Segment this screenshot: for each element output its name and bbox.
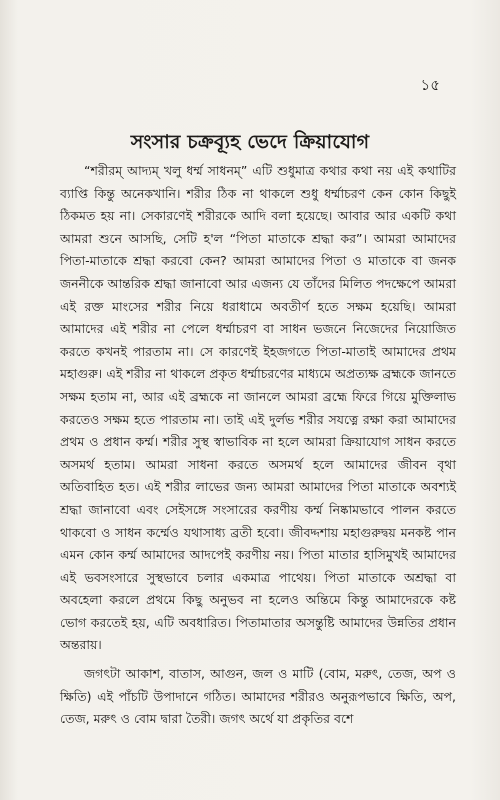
chapter-title: সংসার চক্রব্যূহ ভেদে ক্রিয়াযোগ <box>130 131 370 153</box>
paragraph-2: জগৎটা আকাশ, বাতাস, আগুন, জল ও মাটি (বোম, মরুৎ, তেজ, অপ ও ক্ষিতি) এই পাঁচটি উপাদানে গঠিত। আমাদের শরীরও অনুরূপভাবে ক্ষিতি, অপ, তেজ, মরুৎ ও বোম দ্বারা তৈরী। জগৎ অর্থে যা প্রকৃতির বশে <box>60 666 456 727</box>
page-number: ১৫ <box>420 76 440 94</box>
paragraph-1: “শরীরম্ আদ্যম্ খলু ধর্ম্ম সাধনম্” এটি শুধুমাত্র কথার কথা নয় এই কথাটির ব্যাপ্তি কিন্তু অনেকখানি। শরীর ঠিক না থাকলে শুধু ধর্ম্মাচরণ কেন কোন কিছুই ঠিকমত হয় না। সেকারণেই শরীরকে আদি বলা হয়েছে। আবার আর একটি কথা আমরা শুনে আসছি, সেটি হ'ল “পিতা মাতাকে শ্রদ্ধা কর”। আমরা আমাদের পিতা-মাতাকে শ্রদ্ধা করবো কেন? আমরা আমাদের পিতা ও মাতাকে বা জনক জননীকে আন্তরিক শ্রদ্ধা জানাবো আর এজন্য যে তাঁদের মিলিত পদক্ষেপে আমরা এই রক্ত মাংসের শরীর নিয়ে ধরাধামে অবতীর্ণ হতে সক্ষম হয়েছি। আমরা আমাদের এই শরীর না পেলে ধর্ম্মাচরণ বা সাধন ভজনে নিজেদের নিয়োজিত করতে কখনই পারতাম না। সে কারণেই ইহজগতে পিতা-মাতাই আমাদের প্রথম মহাগুরু। এই শরীর না থাকলে প্রকৃত ধর্ম্মাচরণের মাধ্যমে অপ্রত্যক্ষ ব্রহ্মকে জানতে সক্ষম হতাম না, আর এই ব্রহ্মকে না জানলে আমরা ব্রহ্মে ফিরে গিয়ে মুক্তিলাভ করতেও সক্ষম হতে পারতাম না। তাই এই দুর্লভ শরীর সযত্নে রক্ষা করা আমাদের প্রথম ও প্রধান কর্ম্ম। শরীর সুস্থ স্বাভাবিক না হলে আমরা ক্রিয়াযোগ সাধন করতে অসমর্থ হতাম। আমরা সাধনা করতে অসমর্থ হলে আমাদের জীবন বৃথা অতিবাহিত হত। এই শরীর লাভের জন্য আমরা আমাদের পিতা মাতাকে অবশ্যই শ্রদ্ধা জানাবো এবং সেইসঙ্গে সংসারের করণীয় কর্ম্ম নিষ্কামভাবে পালন করতে থাকবো ও সাধন কর্ম্মেও যথাসাধ্য ব্রতী হবো। জীবদ্দশায় মহাগুরুদ্বয় মনকষ্ট পান এমন কোন কর্ম্ম আমাদের আদপেই করণীয় নয়। পিতা মাতার হাসিমুখই আমাদের এই ভবসংসারে সুস্থভাবে চলার একমাত্র পাথেয়। পিতা মাতাকে অশ্রদ্ধা বা অবহেলা করলে প্রথমে কিছু অনুভব না হলেও অন্তিমে কিন্তু আমাদেরকে কষ্ট ভোগ করতেই হয়, এটি অবধারিত। পিতামাতার অসন্তুষ্টি আমাদের উন্নতির প্রধান অন্তরায়। <box>60 163 456 653</box>
body-text <box>60 160 456 737</box>
